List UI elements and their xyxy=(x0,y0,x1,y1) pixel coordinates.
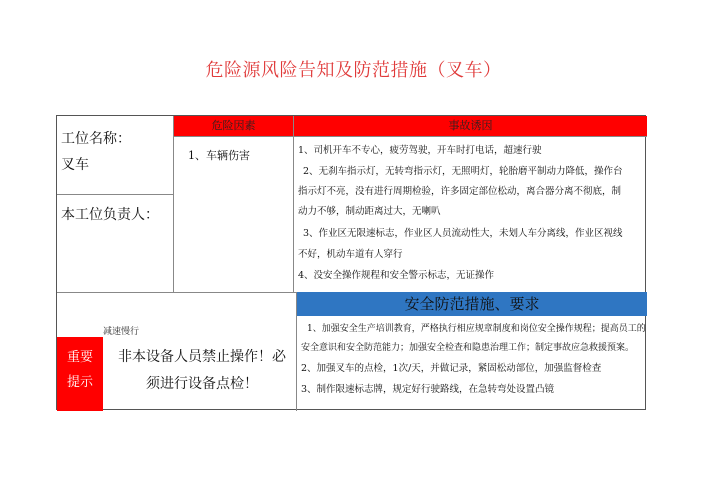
cause-item: 3、作业区无限速标志，作业区人员流动性大，未划人车分离线，作业区视线 xyxy=(303,228,623,239)
position-label: 工位名称： xyxy=(61,131,131,147)
important-badge xyxy=(57,337,103,411)
cause-item: 不好，机动车道有人穿行 xyxy=(298,249,403,260)
page-title: 危险源风险告知及防范措施（叉车） xyxy=(205,60,502,81)
position-divider xyxy=(57,194,174,195)
important-line2: 提示 xyxy=(66,375,93,390)
cause-item: 动力不够，制动距离过大，无喇叭 xyxy=(298,206,441,217)
hazard-header: 危险因素 xyxy=(174,116,294,136)
cause-item: 4、没安全操作规程和安全警示标志，无证操作 xyxy=(298,270,495,281)
warning-line1: 非本设备人员禁止操作！必 xyxy=(118,349,286,365)
speed-note: 减速慢行 xyxy=(103,327,140,337)
responsible-label: 本工位负责人： xyxy=(61,207,159,223)
risk-notice-table xyxy=(56,115,646,410)
cause-column xyxy=(294,136,647,292)
hazard-item: 1、车辆伤害 xyxy=(188,149,250,162)
measures-body xyxy=(297,316,647,411)
cause-header: 事故诱因 xyxy=(294,116,647,136)
warning-line2: 须进行设备点检！ xyxy=(146,376,258,392)
measures-header: 安全防范措施、要求 xyxy=(297,292,647,316)
important-notice-cell xyxy=(57,292,297,411)
cause-item: 2、无刹车指示灯，无转弯指示灯，无照明灯，轮胎磨平制动力降低，操作台 xyxy=(303,166,623,177)
warning-text xyxy=(109,344,295,398)
cause-item: 指示灯不亮，没有进行周期检验，许多固定部位松动，离合器分离不彻底，制 xyxy=(298,186,622,197)
important-line1: 重要 xyxy=(66,350,93,365)
hazard-column xyxy=(174,136,294,292)
position-value: 叉车 xyxy=(61,157,89,173)
measure-item: 3、制作限速标志牌，规定好行驶路线，在急转弯处设置凸镜 xyxy=(301,384,555,395)
position-cell xyxy=(57,116,174,292)
cause-item: 1、司机开车不专心，疲劳驾驶，开车时打电话，超速行驶 xyxy=(298,145,542,156)
measure-item: 2、加强叉车的点检，1次/天，并做记录，紧固松动部位，加强监督检查 xyxy=(301,363,602,374)
measure-item: 安全意识和安全防范能力；加强安全检查和隐患治理工作；制定事故应急救援预案。 xyxy=(301,343,635,353)
measure-item: 1、加强安全生产培训教育，严格执行相应规章制度和岗位安全操作规程；提高员工的 xyxy=(307,324,646,334)
